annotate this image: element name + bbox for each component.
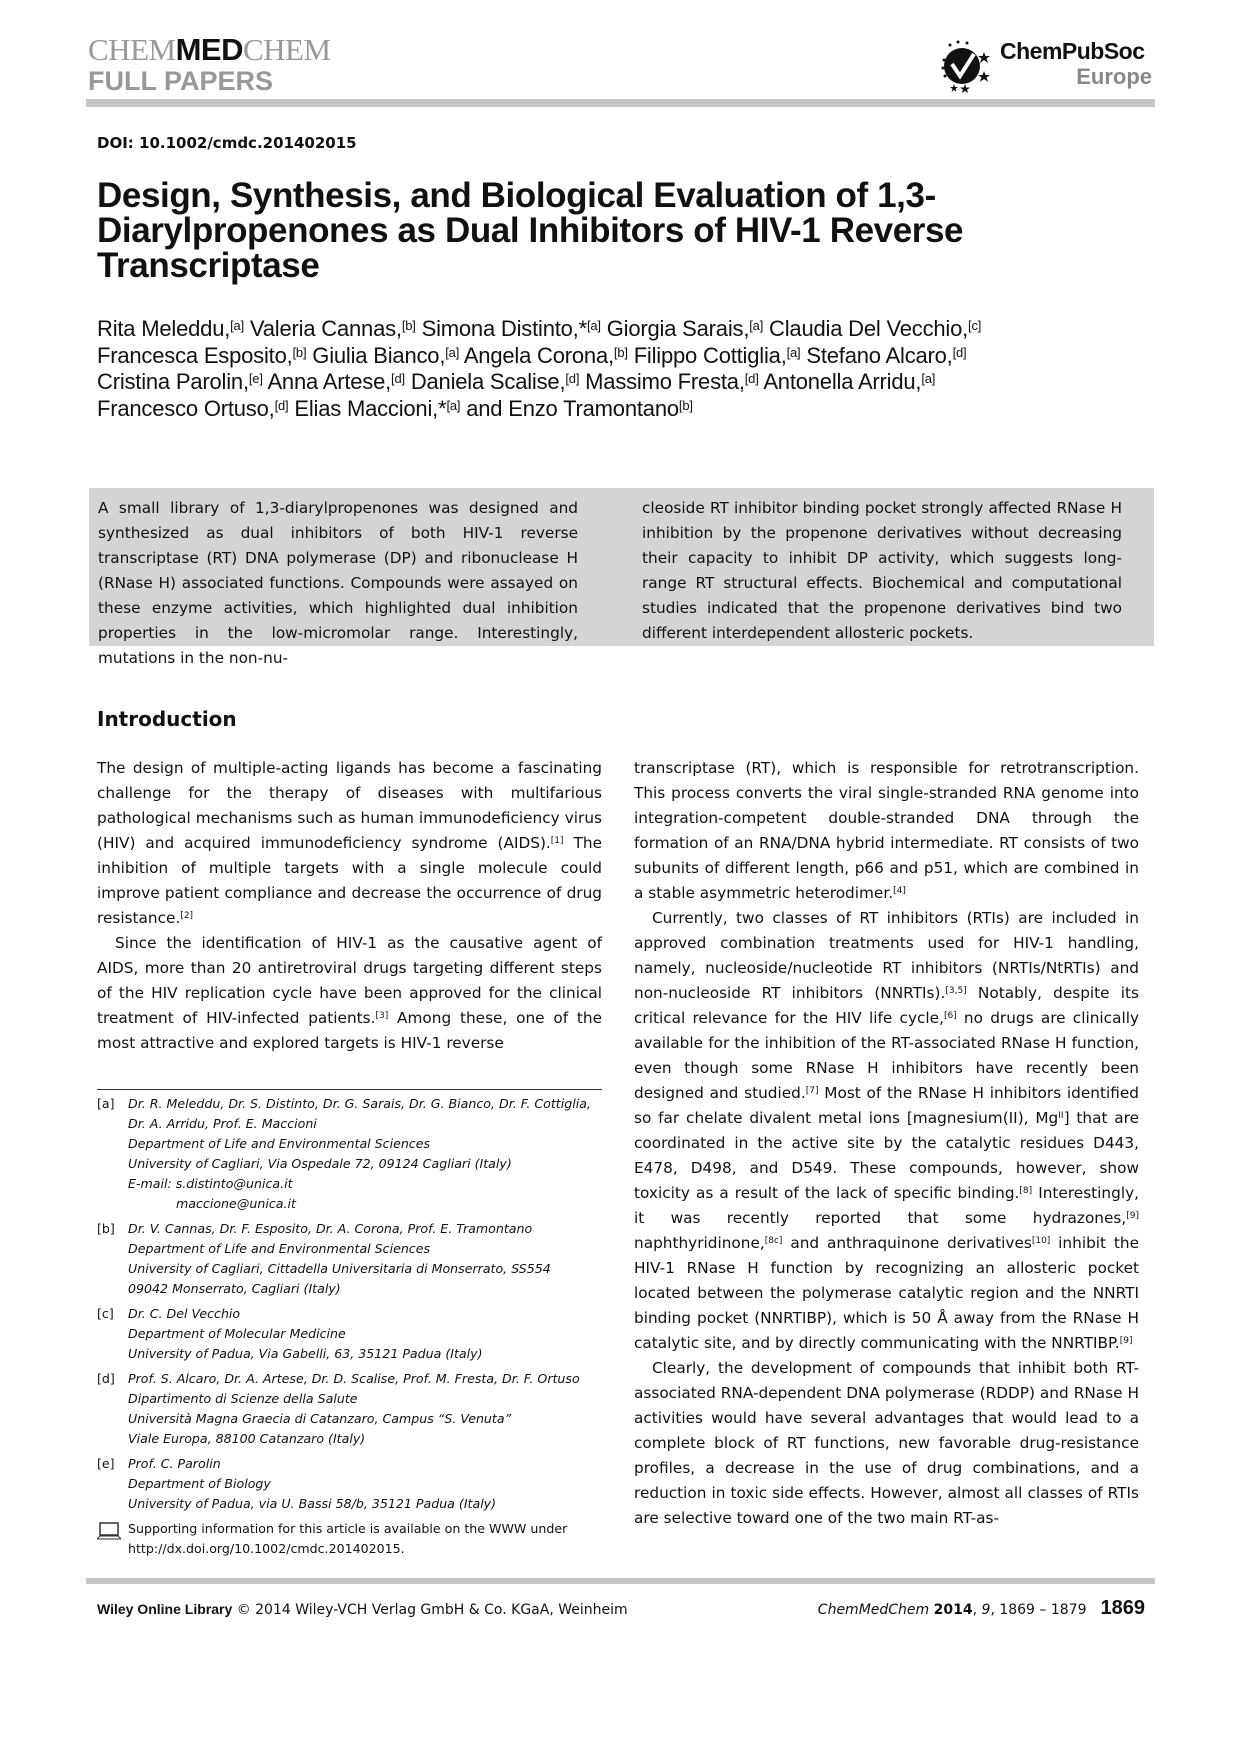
citation[interactable]: [8c] [764,1236,783,1246]
citation[interactable]: [4] [893,886,906,896]
email-link[interactable]: E-mail: s.distinto@unica.it [128,1176,293,1191]
publisher-emblem-icon [940,38,992,94]
citation[interactable]: [3] [375,1011,389,1021]
email-link[interactable]: maccione@unica.it [176,1196,296,1211]
abstract-column-1: A small library of 1,3-diarylpropenones was designed and synthesized as dual inhibitors of both HIV-1 reverse transcriptase (RT) DNA polymerase (DP) and ribonuclease H (RNase H) associated functions. Compounds were assayed on these enzyme activities, which highlighted dual inhibition properties in the low-micromolar range. Interestingly, mutations in the non-nu- [98,499,578,667]
paragraph: transcriptase (RT), which is responsible for retrotranscription. This process converts the viral single-stranded RNA genome into integration-competent double-stranded DNA through the formation of an RNA/DNA hybrid intermediate. RT consists of two subunits of different length, p66 and p51, which are combined in a stable asymmetric heterodimer.[4] [634,759,1139,902]
author: Simona Distinto,* [421,316,587,341]
citation[interactable]: [2] [180,911,194,921]
citation[interactable]: [9] [1126,1211,1139,1221]
author: Antonella Arridu, [763,369,922,394]
author: Valeria Cannas, [249,316,402,341]
author: Cristina Parolin, [97,369,249,394]
author: Rita Meleddu, [97,316,231,341]
supporting-info-link[interactable]: http://dx.doi.org/10.1002/cmdc.201402015. [128,1541,405,1556]
citation[interactable]: [1] [550,836,564,846]
body-right-column [634,756,1139,1531]
citation[interactable]: [3,5] [945,986,967,996]
author: Francesco Ortuso, [97,395,275,421]
author: Elias Maccioni,* [294,395,447,421]
publisher-region: Europe [1076,64,1152,89]
paragraph: Clearly, the development of compounds that inhibit both RT-associated RNA-dependent DNA polymerase (RDDP) and RNase H activities would have several advantages that would lead to a complete block of RT functions, new favorable drug-resistance profiles, a decrease in the use of drug combinations, and a reduction in toxic side effects. However, almost all classes of RTIs are selective toward one of the two main RT-as- [634,1359,1139,1527]
page-number: 1869 [1100,1597,1145,1619]
abstract-box [89,488,1154,667]
journal-name: CHEMMEDCHEM [88,32,331,67]
wiley-online-library-link[interactable]: Wiley Online Library [97,1601,233,1617]
header-divider [86,99,1155,107]
citation[interactable]: [9] [1119,1336,1133,1346]
doi: DOI: 10.1002/cmdc.201402015 [97,134,357,152]
footer-divider [86,1578,1155,1584]
footer-citation: ChemMedChem 2014, 9, 1869 – 1879 1869 [817,1597,1145,1619]
citation[interactable]: [10] [1031,1236,1051,1246]
author: Stefano Alcaro, [806,342,953,368]
body-left-column [97,756,602,1056]
footer-copyright: Wiley Online Library © 2014 Wiley-VCH Verlag GmbH & Co. KGaA, Weinheim [97,1601,628,1618]
author: and Enzo Tramontano [466,395,679,421]
affiliation-d: [d] Prof. S. Alcaro, Dr. A. Artese, Dr. D. Scalise, Prof. M. Fresta, Dr. F. Ortuso Dipartimento di Scienze della Salute Università Magna Graecia di Catanzaro, Campus “S. Venuta” Viale Europa, 88100 Catanzaro (Italy) [97,1371,580,1446]
footnote-divider [97,1089,602,1090]
author: Daniela Scalise, [410,369,566,394]
author-list: Rita Meleddu,[a] Valeria Cannas,[b] Simona Distinto,*[a] Giorgia Sarais,[a] Claudia Del Vecchio,[c] Francesca Esposito,[b] Giulia Bianco,[a] Angela Corona,[b] Filippo Cottiglia,[a] Stefano Alcaro,[d] Cristina Parolin,[e] Anna Artese,[d] Daniela Scalise,[d] Massimo Fresta,[d] Antonella Arridu,[a] Francesco Ortuso,[d] Elias Maccioni,*[a] and Enzo Tramontano[b] [97,316,982,421]
paragraph: Since the identification of HIV-1 as the causative agent of AIDS, more than 20 antiretroviral drugs targeting different steps of the HIV replication cycle have been approved for the clinical treatment of HIV-infected patients.[3] Among these, one of the most attractive and explored targets is HIV-1 reverse [97,934,602,1052]
author: Filippo Cottiglia, [633,342,787,368]
author: Francesca Esposito, [97,342,293,368]
affiliation-e: [e] Prof. C. Parolin Department of Biology University of Padua, via U. Bassi 58/b, 35121 Padua (Italy) [97,1456,497,1511]
author: Anna Artese, [267,369,392,394]
supporting-info: Supporting information for this article is available on the WWW under http://dx.doi.org/10.1002/cmdc.201402015. [97,1519,617,1559]
affiliation-b: [b] Dr. V. Cannas, Dr. F. Esposito, Dr. A. Corona, Prof. E. Tramontano Department of Life and Environmental Sciences University of Cagliari, Cittadella Universitaria di Monserrato, SS554 09042 Monserrato, Cagliari (Italy) [97,1221,551,1296]
paragraph: Currently, two classes of RT inhibitors (RTIs) are included in approved combination treatments used for HIV-1 handling, namely, nucleoside/nucleotide RT inhibitors (NRTIs/NtRTIs) and non-nucleoside RT inhibitors (NNRTIs).[3,5] Notably, despite its critical relevance for the HIV life cycle,[6] no drugs are clinically available for the inhibition of the RT-associated RNase H function, even though some RNase H inhibitors have recently been designed and studied.[7] Most of the RNase H inhibitors identified so far chelate divalent metal ions [magnesium(II), $Mg^{II}$] that are coordinated in the active site by the catalytic residues D443, E478, D498, and D549. These compounds, however, show toxicity as a result of the lack of specific binding.[8] Interestingly, it was recently reported that some hydrazones,[9] naphthyridinone,[8c] and anthraquinone derivatives[10] inhibit the HIV-1 RNase H function by recognizing an allosteric pocket located between the polymerase catalytic region and the NNRTI binding pocket (NNRTIBP), which is 50 Å away from the RNase H catalytic site, and by directly communicating with the NNRTIBP.[9] [634,909,1140,1352]
citation[interactable]: [7] [805,1086,819,1096]
author: Giulia Bianco, [312,342,446,368]
affiliation-a: [a] Dr. R. Meleddu, Dr. S. Distinto, Dr. G. Sarais, Dr. G. Bianco, Dr. F. Cottiglia, Dr. A. Arridu, Prof. E. Maccioni Department of Life and Environmental Sciences University of Cagliari, Via Ospedale 72, 09124 Cagliari (Italy) E-mail: s.distinto@unica.it maccione@unica.it [97,1094,617,1214]
citation[interactable]: [6] [943,1011,957,1021]
section-heading: Introduction [97,707,237,731]
affiliation-c: [c] Dr. C. Del Vecchio Department of Molecular Medicine University of Padua, Via Gabelli, 63, 35121 Padua (Italy) [97,1306,483,1361]
computer-icon [97,1522,121,1540]
author: Massimo Fresta, [585,369,745,394]
affiliations [97,1094,617,1559]
publisher-name: ChemPubSoc [1000,38,1145,64]
paragraph: The design of multiple-acting ligands has become a fascinating challenge for the therapy of diseases with multifarious pathological mechanisms such as human immunodeficiency virus (HIV) and acquired immunodeficiency syndrome (AIDS).[1] The inhibition of multiple targets with a single molecule could improve patient compliance and decrease the occurrence of drug resistance.[2] [97,759,602,927]
author: Giorgia Sarais, [606,316,750,341]
article-title: Design, Synthesis, and Biological Evaluation of 1,3- Diarylpropenones as Dual Inhibitors of HIV-1 Reverse Transcriptase [97,176,964,285]
publisher-logo [940,36,1160,96]
author: Claudia Del Vecchio, [769,316,969,341]
author: Angela Corona, [463,342,614,368]
abstract-column-2: cleoside RT inhibitor binding pocket strongly affected RNase H inhibition by the propenone derivatives without decreasing their capacity to inhibit DP activity, which suggests long-range RT structural effects. Biochemical and computational studies indicated that the propenone derivatives bind two different interdependent allosteric pockets. [642,499,1122,642]
citation[interactable]: [8] [1019,1186,1033,1196]
section-type: FULL PAPERS [88,66,274,96]
